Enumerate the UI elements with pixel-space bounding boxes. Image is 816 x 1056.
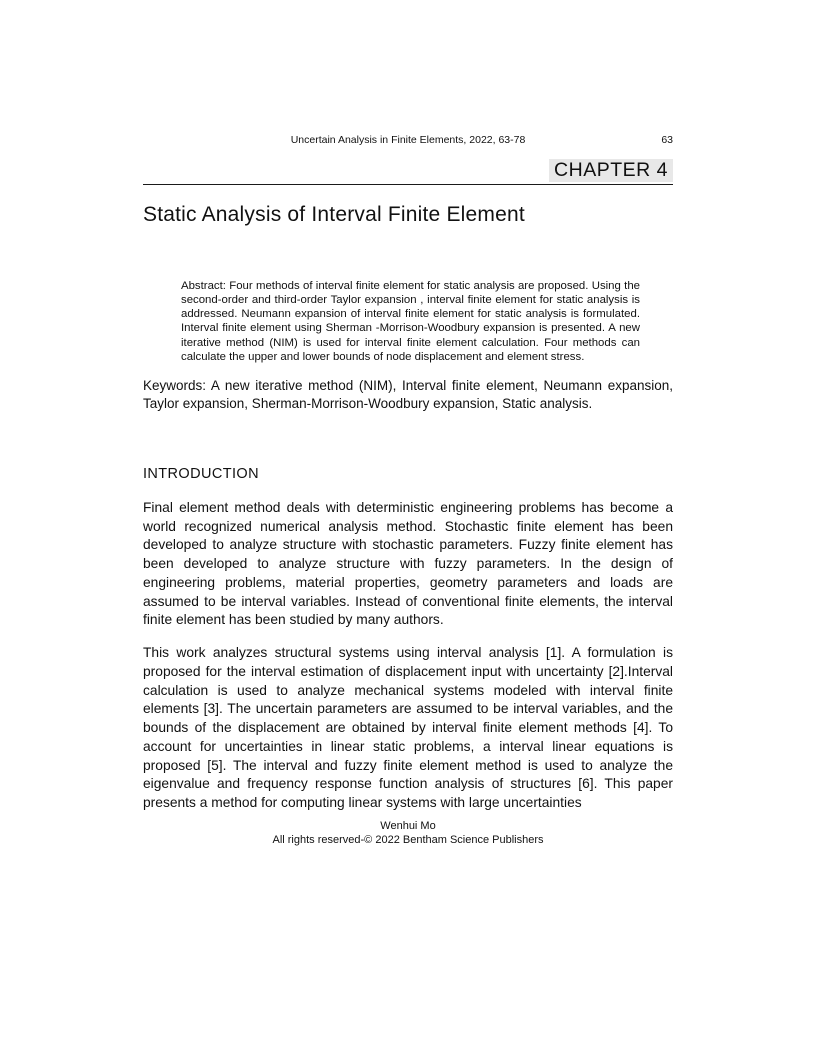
page-footer xyxy=(143,819,673,848)
section-heading-introduction: INTRODUCTION xyxy=(143,465,259,482)
keywords-text: Keywords: A new iterative method (NIM), Interval finite element, Neumann expansion, Taylor expansion, Sherman-Morrison-Woodbury expansion, Static analysis. xyxy=(143,377,673,412)
running-title: Uncertain Analysis in Finite Elements, 2022, 63-78 xyxy=(290,134,526,146)
chapter-label: CHAPTER 4 xyxy=(549,159,673,182)
chapter-header-rule xyxy=(143,159,673,185)
abstract-text: Abstract: Four methods of interval finite element for static analysis are proposed. Using the second-order and third-order Taylor expansion , interval finite element for static analysis is addressed. Neumann expansion of interval finite element for static analysis is formulated. Interval finite element using Sherman -Morrison-Woodbury expansion is presented. A new iterative method (NIM) is used for interval finite element calculation. Four methods can calculate the upper and lower bounds of node displacement and element stress. xyxy=(181,280,640,363)
introduction-paragraph-1: Final element method deals with deterministic engineering problems has become a world recognized numerical analysis method. Stochastic finite element has been developed to analyze structure with stochastic parameters. Fuzzy finite element has been developed to analyze structure with fuzzy parameters. In the design of engineering problems, material properties, geometry parameters and loads are assumed to be interval variables. Instead of conventional finite elements, the interval finite element has been studied by many authors. xyxy=(143,499,673,628)
introduction-paragraph-2: This work analyzes structural systems using interval analysis [1]. A formulation is proposed for the interval estimation of displacement input with uncertainty [2].Interval calculation is used to analyze mechanical systems modeled with interval finite elements [3]. The uncertain parameters are assumed to be interval variables, and the bounds of the displacement are obtained by interval finite element methods [4]. To account for uncertainties in linear static problems, a interval linear equations is proposed [5]. The interval and fuzzy finite element method is used to analyze the eigenvalue and frequency response function analysis of structures [6]. This paper presents a method for computing linear systems with large uncertainties xyxy=(143,645,673,810)
chapter-title: Static Analysis of Interval Finite Element xyxy=(143,203,525,226)
footer-copyright: All rights reserved-© 2022 Bentham Science Publishers xyxy=(272,834,544,847)
page-header xyxy=(143,133,673,147)
footer-author: Wenhui Mo xyxy=(380,819,436,832)
page-number: 63 xyxy=(661,134,673,146)
